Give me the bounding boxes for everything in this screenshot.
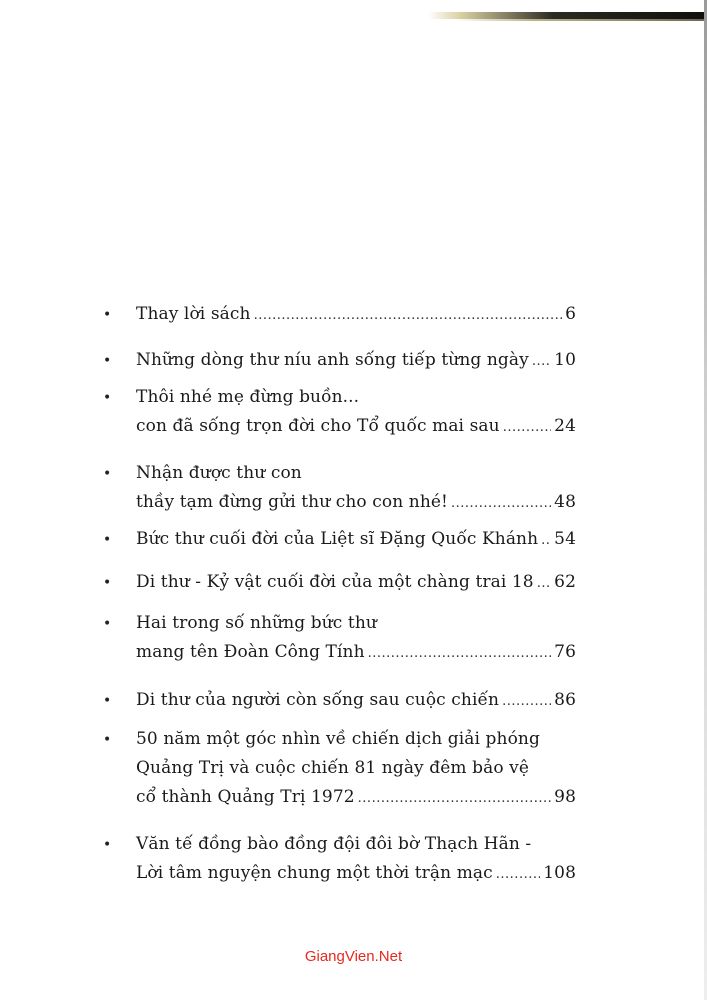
- page-number: 48: [554, 492, 576, 512]
- toc-entry[interactable]: [96, 686, 576, 716]
- page-number: 76: [554, 642, 576, 662]
- toc-title: 50 năm một góc nhìn về chiến dịch giải phóng: [136, 729, 540, 749]
- toc-title: Văn tế đồng bào đồng đội đôi bờ Thạch Hãn -: [136, 834, 532, 854]
- toc-line: [136, 346, 576, 376]
- toc-title: Lời tâm nguyện chung một thời trận mạc: [136, 863, 493, 883]
- toc-line: [136, 459, 576, 488]
- toc-line: [136, 568, 576, 598]
- toc-entry[interactable]: [96, 346, 576, 376]
- toc-line: [136, 609, 576, 638]
- toc-entry[interactable]: [96, 568, 576, 598]
- toc-line: [136, 488, 576, 518]
- toc-title: Những dòng thư níu anh sống tiếp từng ngày: [136, 350, 529, 370]
- top-decorative-rule: [455, 19, 707, 21]
- bullet-icon: •: [103, 616, 112, 632]
- bullet-icon: •: [103, 390, 112, 406]
- dot-leader: [496, 860, 540, 889]
- toc-line: [136, 754, 576, 783]
- toc-line: [136, 725, 576, 754]
- dot-leader: [541, 526, 551, 555]
- bullet-icon: •: [103, 693, 112, 709]
- toc-entry[interactable]: [96, 300, 576, 330]
- dot-leader: [537, 569, 551, 598]
- bullet-icon: •: [103, 837, 112, 853]
- toc-line: [136, 525, 576, 555]
- dot-leader: [503, 413, 551, 442]
- toc-line: [136, 383, 576, 412]
- dot-leader: [532, 347, 551, 376]
- toc-line: [136, 412, 576, 442]
- toc-title: Thôi nhé mẹ đừng buồn...: [136, 387, 360, 407]
- page-number: 24: [554, 416, 576, 436]
- dot-leader: [254, 301, 563, 330]
- bullet-icon: •: [103, 466, 112, 482]
- toc-title: mang tên Đoàn Công Tính: [136, 642, 365, 662]
- bullet-icon: •: [103, 307, 112, 323]
- page-number: 10: [554, 350, 576, 370]
- page-number: 54: [554, 529, 576, 549]
- toc-title: Di thư của người còn sống sau cuộc chiến: [136, 690, 500, 710]
- toc-title: thầy tạm đừng gửi thư cho con nhé!: [136, 492, 448, 512]
- toc-title: Quảng Trị và cuộc chiến 81 ngày đêm bảo vệ: [136, 758, 530, 778]
- toc-title: cổ thành Quảng Trị 1972: [136, 787, 355, 807]
- dot-leader: [451, 489, 551, 518]
- toc-line: [136, 830, 576, 859]
- toc-title: Bức thư cuối đời của Liệt sĩ Đặng Quốc Khánh: [136, 529, 539, 549]
- page-number: 86: [554, 690, 576, 710]
- toc-entry[interactable]: [96, 525, 576, 555]
- toc-line: [136, 859, 576, 889]
- toc-title: Nhận được thư con: [136, 463, 302, 483]
- table-of-contents: [96, 300, 576, 889]
- toc-entry[interactable]: [96, 383, 576, 442]
- toc-entry[interactable]: [96, 609, 576, 668]
- toc-line: [136, 783, 576, 813]
- page-number: 62: [554, 572, 576, 592]
- toc-title: Hai trong số những bức thư: [136, 613, 377, 633]
- page-number: 108: [543, 863, 576, 883]
- dot-leader: [368, 639, 552, 668]
- toc-line: [136, 300, 576, 330]
- bullet-icon: •: [103, 532, 112, 548]
- page-number: 6: [565, 304, 576, 324]
- watermark-text: GiangVien.Net: [304, 948, 403, 965]
- toc-title: Di thư - Kỷ vật cuối đời của một chàng trai 18: [136, 572, 534, 592]
- top-decorative-bar: [428, 12, 707, 19]
- toc-title: Thay lời sách: [136, 304, 251, 324]
- dot-leader: [502, 687, 551, 716]
- bullet-icon: •: [103, 353, 112, 369]
- bullet-icon: •: [103, 575, 112, 591]
- toc-entry[interactable]: [96, 830, 576, 889]
- toc-line: [136, 638, 576, 668]
- toc-entry[interactable]: [96, 459, 576, 518]
- toc-line: [136, 686, 576, 716]
- toc-title: con đã sống trọn đời cho Tổ quốc mai sau: [136, 416, 500, 436]
- page-number: 98: [554, 787, 576, 807]
- dot-leader: [358, 784, 551, 813]
- toc-entry[interactable]: [96, 725, 576, 813]
- bullet-icon: •: [103, 732, 112, 748]
